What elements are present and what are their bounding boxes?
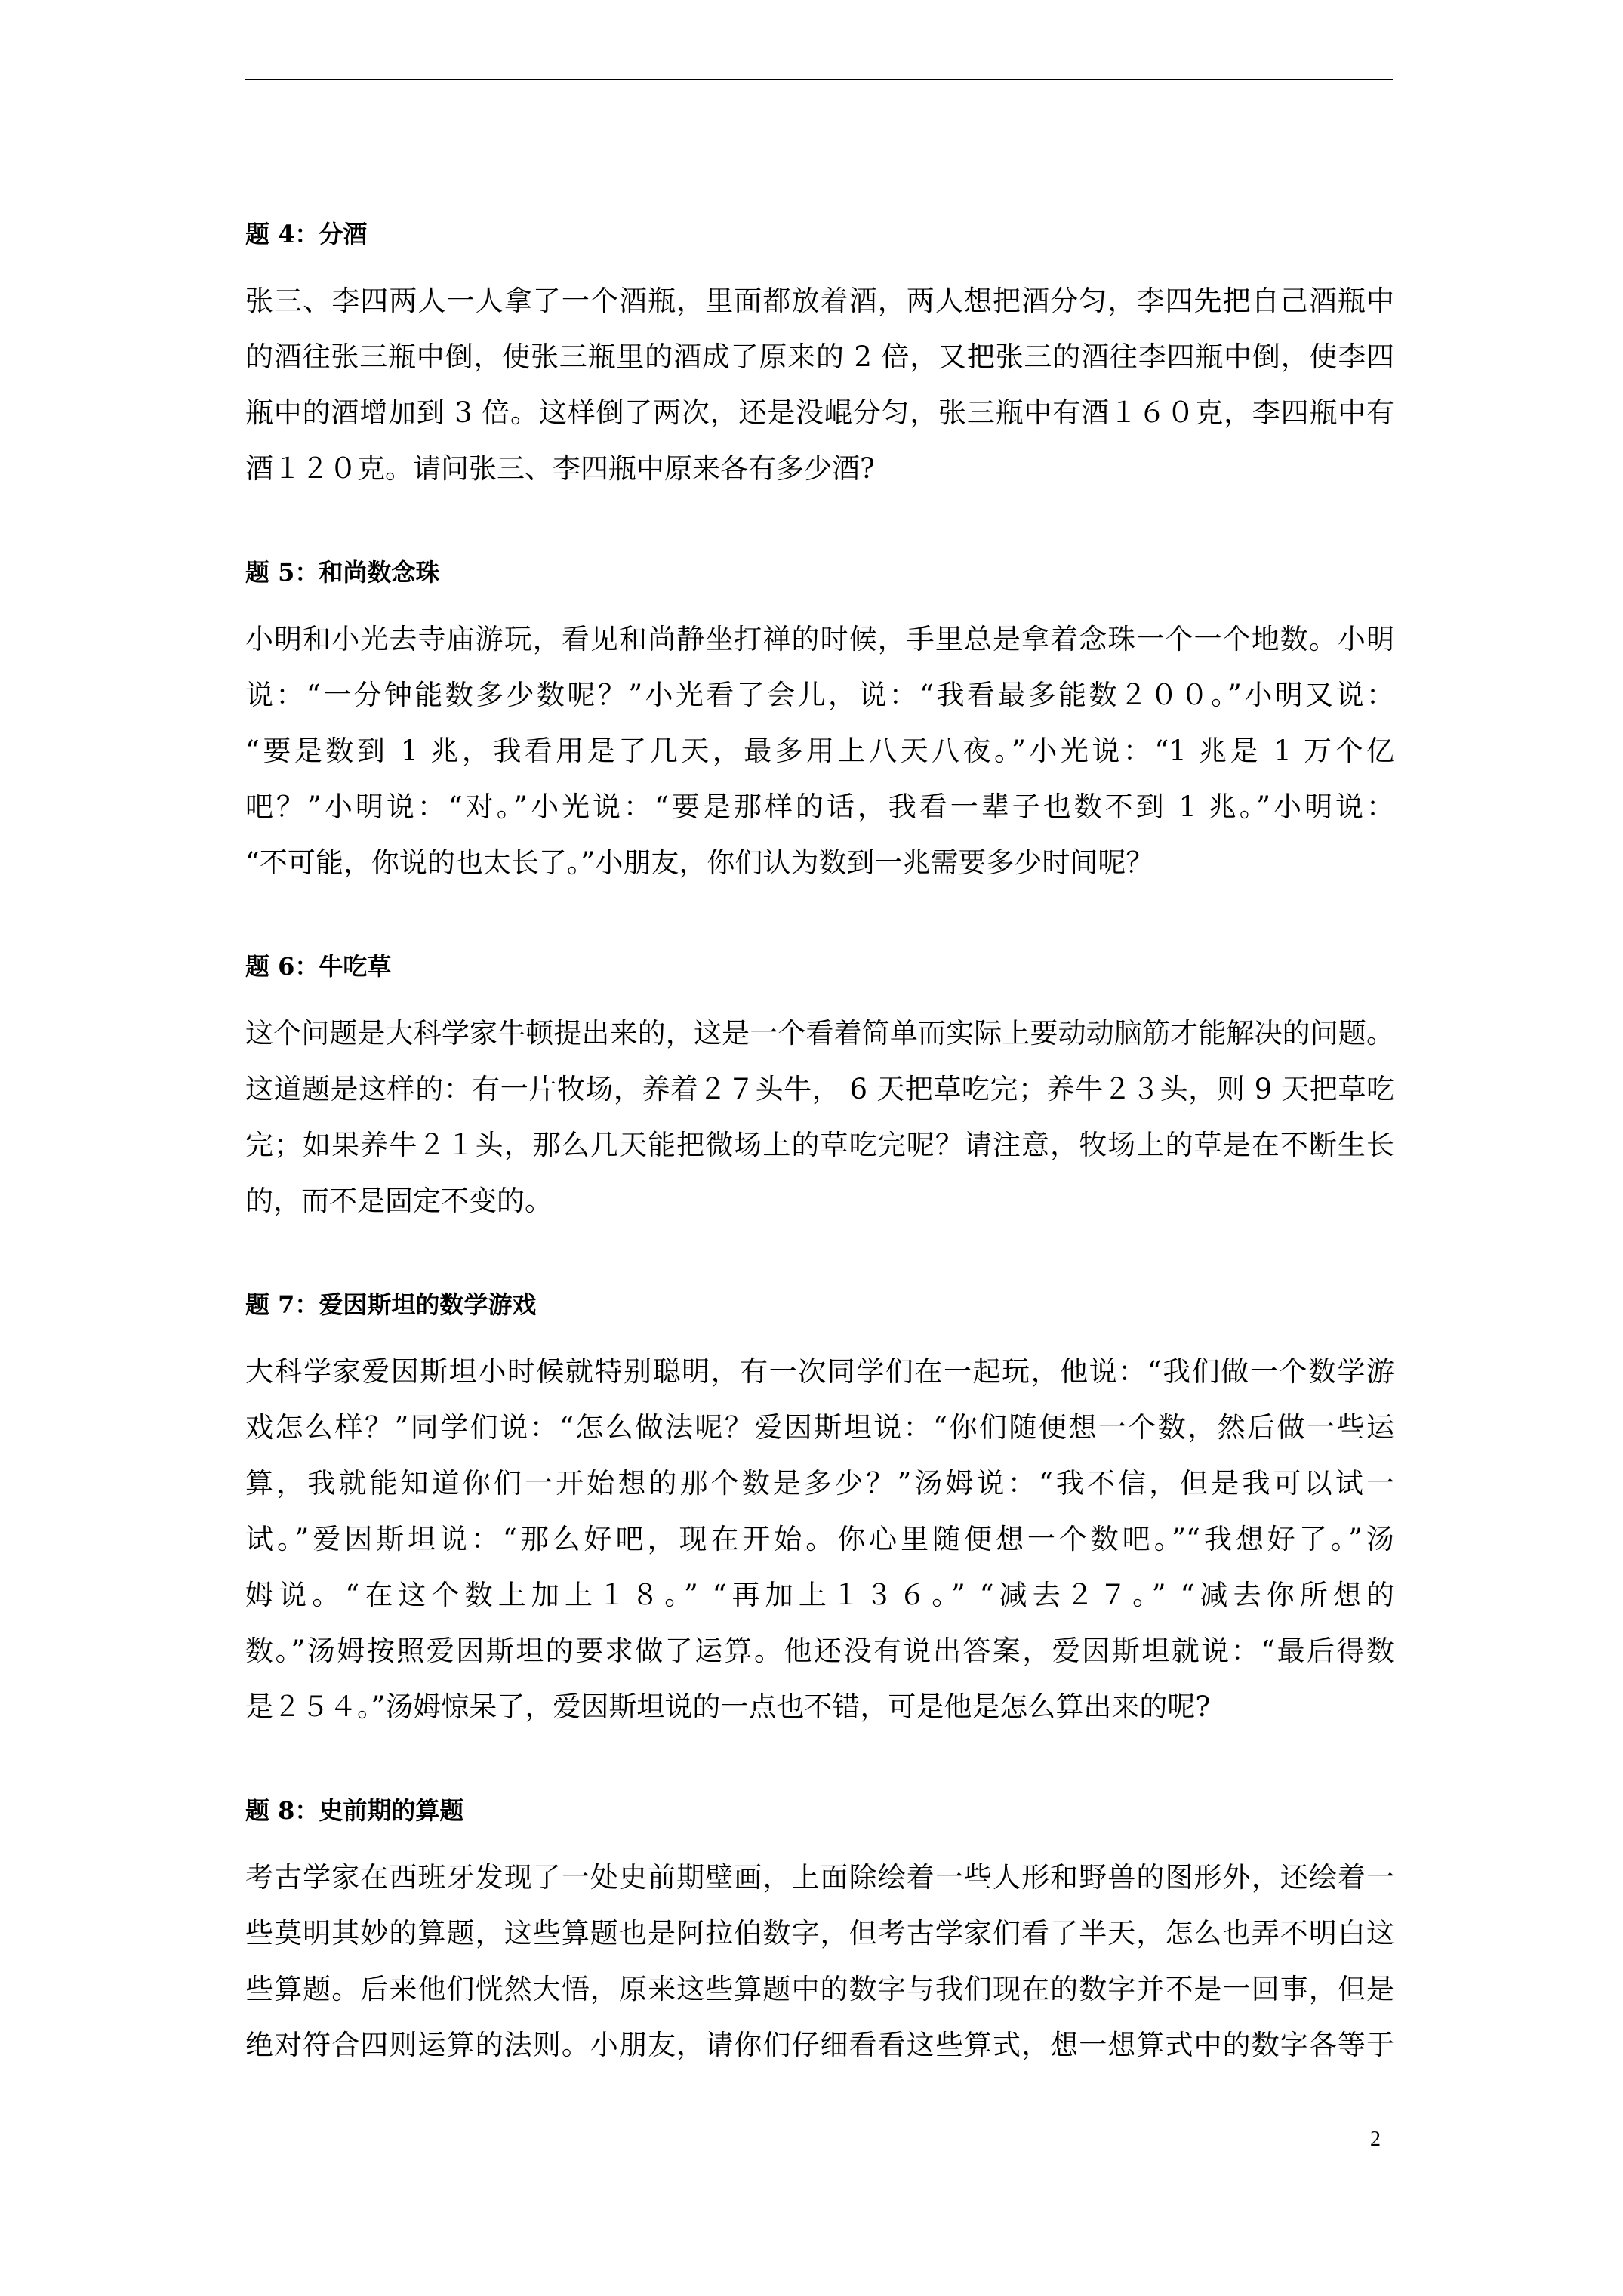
paragraph-line: 是２５４。”汤姆惊呆了，爱因斯坦说的一点也不错，可是他是怎么算出来的呢? [245, 1690, 1211, 1723]
paragraph-line: 酒１２０克。请问张三、李四瓶中原来各有多少酒? [245, 452, 875, 485]
paragraph-line: 张三、李四两人一人拿了一个酒瓶，里面都放着酒，两人想把酒分匀，李四先把自己酒瓶中 [245, 285, 1394, 317]
paragraph-line: “要是数到 1 兆，我看用是了几天，最多用上八天八夜。”小光说：“1 兆是 1 万个亿 [245, 735, 1394, 767]
paragraph-line: 完；如果养牛２１头，那么几天能把微场上的草吃完呢？请注意，牧场上的草是在不断生长 [245, 1129, 1394, 1161]
paragraph-line: 吧？”小明说：“对。”小光说：“要是那样的话，我看一辈子也数不到 1 兆。”小明说： [245, 791, 1394, 823]
paragraph-line: 考古学家在西班牙发现了一处史前期壁画，上面除绘着一些人形和野兽的图形外，还绘着一 [245, 1861, 1394, 1894]
problem-title: 题 5：和尚数念珠 [245, 558, 440, 587]
paragraph-line: 这个问题是大科学家牛顿提出来的，这是一个看着简单而实际上要动动脑筋才能解决的问题。 [245, 1017, 1394, 1049]
problem-8 [245, 1788, 1394, 2073]
paragraph-line: 绝对符合四则运算的法则。小朋友，请你们仔细看看这些算式，想一想算式中的数字各等于 [245, 2029, 1394, 2061]
paragraph-line: 瓶中的酒增加到 3 倍。这样倒了两次，还是没崐分匀，张三瓶中有酒１６０克，李四瓶中有 [245, 396, 1394, 429]
paragraph-line: 戏怎么样？”同学们说：“怎么做法呢？爱因斯坦说：“你们随便想一个数，然后做一些运 [245, 1411, 1394, 1444]
problem-title: 题 7：爱因斯坦的数学游戏 [245, 1290, 537, 1319]
problem-4 [245, 211, 1394, 497]
paragraph-line: 说：“一分钟能数多少数呢？”小光看了会儿，说：“我看最多能数２００。”小明又说： [245, 679, 1394, 711]
page-number: 2 [1370, 2128, 1381, 2151]
header-rule [245, 79, 1393, 80]
problem-5 [245, 550, 1394, 891]
page-content [245, 211, 1394, 2126]
paragraph-line: 数。”汤姆按照爱因斯坦的要求做了运算。他还没有说出答案，爱因斯坦就说：“最后得数 [245, 1635, 1394, 1667]
paragraph-line: 些算题。后来他们恍然大悟，原来这些算题中的数字与我们现在的数字并不是一回事，但是 [245, 1973, 1394, 2005]
paragraph-line: 算，我就能知道你们一开始想的那个数是多少？”汤姆说：“我不信，但是我可以试一 [245, 1467, 1394, 1499]
paragraph-line: 大科学家爱因斯坦小时候就特别聪明，有一次同学们在一起玩，他说：“我们做一个数学游 [245, 1355, 1394, 1388]
paragraph-line: 小明和小光去寺庙游玩，看见和尚静坐打禅的时候，手里总是拿着念珠一个一个地数。小明 [245, 623, 1394, 655]
problem-title: 题 6：牛吃草 [245, 952, 392, 981]
problem-title: 题 8：史前期的算题 [245, 1796, 464, 1825]
paragraph-line: 试。”爱因斯坦说：“那么好吧，现在开始。你心里随便想一个数吧。”“我想好了。”汤 [245, 1523, 1394, 1555]
paragraph-line: 的，而不是固定不变的。 [245, 1185, 553, 1217]
paragraph-line: 的酒往张三瓶中倒，使张三瓶里的酒成了原来的 2 倍，又把张三的酒往李四瓶中倒，使李四 [245, 341, 1394, 373]
problem-title: 题 4：分酒 [245, 220, 368, 248]
problem-6 [245, 944, 1394, 1229]
paragraph-line: 姆说。“在这个数上加上１８。” “再加上１３６。” “减去２７。” “减去你所想的 [245, 1579, 1394, 1611]
problem-7 [245, 1282, 1394, 1735]
paragraph-line: 这道题是这样的：有一片牧场，养着２７头牛， 6 天把草吃完；养牛２３头，则 9 天把草吃 [245, 1073, 1394, 1105]
paragraph-line: 些莫明其妙的算题，这些算题也是阿拉伯数字，但考古学家们看了半天，怎么也弄不明白这 [245, 1917, 1394, 1949]
paragraph-line: “不可能，你说的也太长了。”小朋友，你们认为数到一兆需要多少时间呢？ [245, 846, 1154, 879]
